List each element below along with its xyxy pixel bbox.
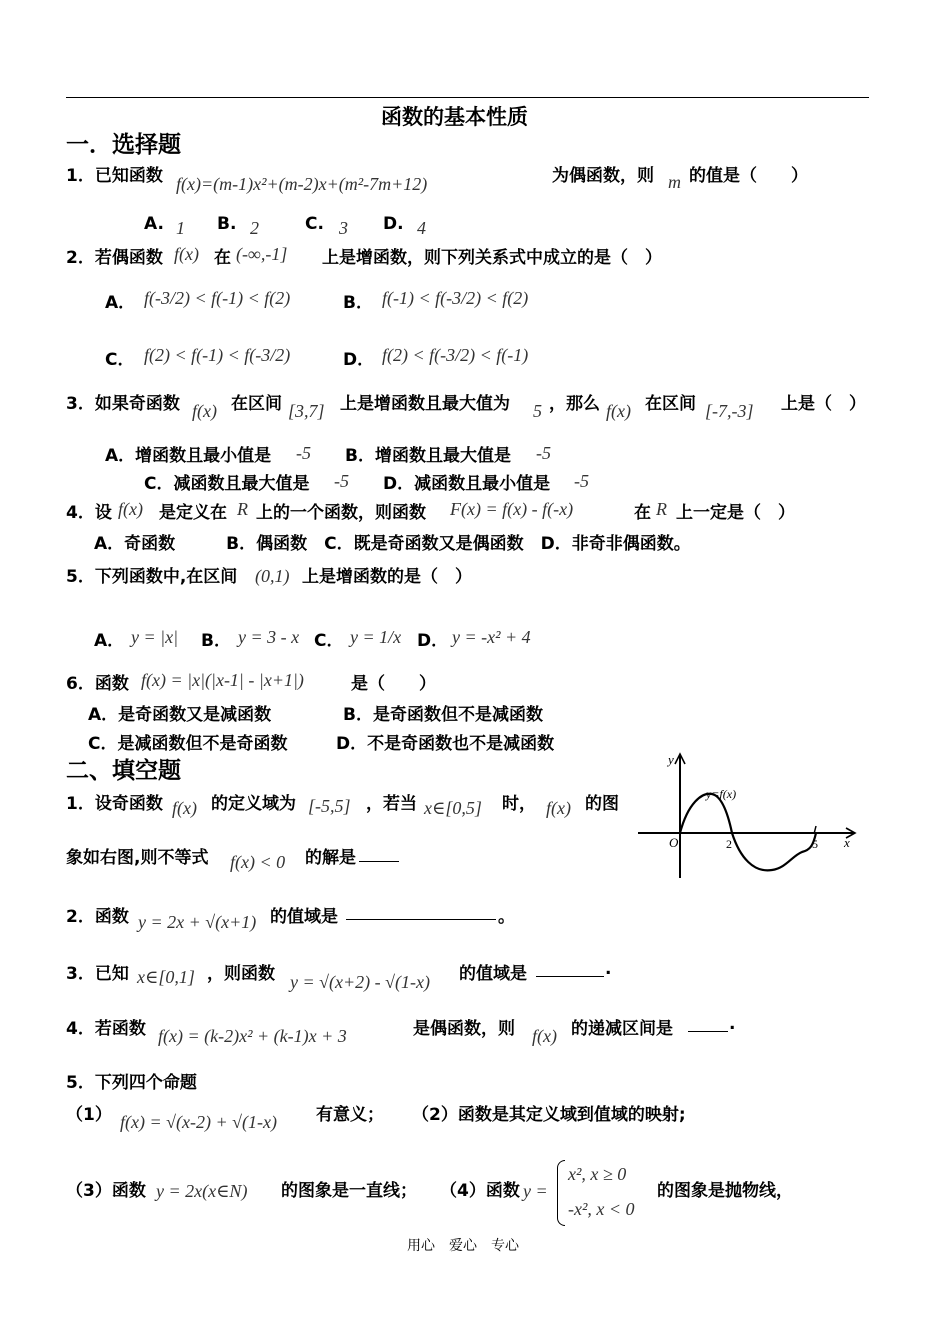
q5-tail: 上是增函数的是（ ） xyxy=(302,567,472,587)
q1-formula: f(x)=(m-1)x²+(m-2)x+(m²-7m+12) xyxy=(176,174,428,194)
graph-tick-2-label: 2 xyxy=(726,837,732,851)
q1-suffix: 为偶函数，则 xyxy=(552,166,654,186)
q3-opt-a-val: -5 xyxy=(296,443,311,463)
q4-mid2: 上的一个函数，则函数 xyxy=(256,503,426,523)
section-heading-fill: 二、填空题 xyxy=(66,758,181,784)
q3-max: 5 xyxy=(533,401,542,421)
q1-opt-d-label: D. xyxy=(383,214,404,234)
q1-opt-b-label: B. xyxy=(217,214,237,234)
q2-interval: (-∞,-1] xyxy=(236,244,288,264)
q5-opt-b-label: B． xyxy=(201,631,231,651)
f3-end: . xyxy=(605,959,612,979)
q2-opt-d: f(2) < f(-3/2) < f(-1) xyxy=(382,345,529,365)
f2-answer-blank[interactable] xyxy=(346,901,496,920)
q3-fx2: f(x) xyxy=(606,401,631,421)
q5-opt-b: y = 3 - x xyxy=(238,627,300,647)
f1-domain: [-5,5] xyxy=(308,796,351,816)
f1-line2-tail: 的解是 xyxy=(305,848,356,868)
f5-p4-row2: -x², x < 0 xyxy=(568,1199,635,1219)
q6-formula: f(x) = |x|(|x-1| - |x+1|) xyxy=(141,670,304,690)
q6-opt-c: C．是减函数但不是奇函数 xyxy=(88,734,288,754)
q3-opt-d-val: -5 xyxy=(574,471,589,491)
f1-graph xyxy=(636,748,858,880)
q1-opt-b: 2 xyxy=(250,218,259,238)
q2-opt-d-label: D． xyxy=(343,350,375,370)
q2-opt-c: f(2) < f(-1) < f(-3/2) xyxy=(144,345,291,365)
q5-stem: 5．下列函数中,在区间 xyxy=(66,567,238,587)
q6-opt-b: B．是奇函数但不是减函数 xyxy=(343,705,543,725)
page-title: 函数的基本性质 xyxy=(381,105,528,129)
q6-stem: 6．函数 xyxy=(66,674,129,694)
q3-mid4: 在区间 xyxy=(645,394,696,414)
q1-var: m xyxy=(668,172,681,192)
q1-opt-d: 4 xyxy=(417,218,426,238)
q1-opt-c-label: C. xyxy=(305,214,324,234)
graph-tick-5-label: 5 xyxy=(812,837,818,851)
q5-opt-d-label: D． xyxy=(417,631,449,651)
f4-stem: 4．若函数 xyxy=(66,1019,146,1039)
q4-r: R xyxy=(237,499,248,519)
q1-opt-a: 1 xyxy=(176,218,185,238)
q4-stem: 4．设 xyxy=(66,503,112,523)
f3-stem: 3．已知 xyxy=(66,964,129,984)
q4-tail: 上一定是（ ） xyxy=(676,503,795,523)
f1-answer-blank[interactable] xyxy=(359,843,399,862)
q3-opt-d: D．减函数且最小值是 xyxy=(383,474,551,494)
q3-stem: 3．如果奇函数 xyxy=(66,394,180,414)
q3-opt-c: C．减函数且最大值是 xyxy=(144,474,310,494)
f1-stem: 1．设奇函数 xyxy=(66,794,163,814)
q3-mid1: 在区间 xyxy=(231,394,282,414)
q4-F: F(x) = f(x) - f(-x) xyxy=(450,499,574,519)
f2-end: 。 xyxy=(498,907,515,927)
q3-opt-c-val: -5 xyxy=(334,471,349,491)
f1-mid2: ，若当 xyxy=(366,794,417,814)
f5-p1-tail: 有意义； xyxy=(316,1105,384,1125)
q3-tail: 上是（ ） xyxy=(781,394,866,414)
f4-end: . xyxy=(729,1014,736,1034)
f5-stem: 5．下列四个命题 xyxy=(66,1073,197,1093)
f3-formula: y = √(x+2) - √(1-x) xyxy=(290,972,430,992)
q5-opt-c: y = 1/x xyxy=(350,627,402,647)
q1-opt-a-label: A. xyxy=(144,214,164,234)
q3-mid3: ，那么 xyxy=(549,394,600,414)
f5-p4-label: （4）函数 xyxy=(440,1181,520,1201)
q3-opt-a: A．增函数且最小值是 xyxy=(105,446,272,466)
q5-opt-a-label: A． xyxy=(94,631,125,651)
f3-tail: 的值域是 xyxy=(459,964,527,984)
f1-fx2: f(x) xyxy=(546,798,571,818)
q1-stem: 1．已知函数 xyxy=(66,166,163,186)
q6-tail: 是（ ） xyxy=(351,674,436,694)
f1-fx: f(x) xyxy=(172,798,197,818)
q2-opt-b: f(-1) < f(-3/2) < f(2) xyxy=(382,288,529,308)
q4-options: A．奇函数 B．偶函数 C．既是奇函数又是偶函数 D．非奇非偶函数。 xyxy=(94,534,691,554)
f1-inequality: f(x) < 0 xyxy=(230,852,286,872)
f1-cond: x∈[0,5] xyxy=(424,798,482,818)
section-heading-choice: 一．选择题 xyxy=(66,132,181,158)
f2-stem: 2．函数 xyxy=(66,907,129,927)
q1-tail: 的值是（ ） xyxy=(689,166,808,186)
q2-opt-a-label: A． xyxy=(105,293,136,313)
q4-mid1: 是定义在 xyxy=(159,503,227,523)
q5-opt-a: y = |x| xyxy=(131,627,179,647)
f5-p4-brace xyxy=(557,1160,565,1226)
f4-fx: f(x) xyxy=(532,1026,557,1046)
q2-opt-a: f(-3/2) < f(-1) < f(2) xyxy=(144,288,291,308)
f3-mid: ，则函数 xyxy=(207,964,275,984)
f5-p1-label: （1） xyxy=(66,1105,112,1125)
f5-p3-label: （3）函数 xyxy=(66,1181,146,1201)
f1-tail: 的图 xyxy=(585,794,619,814)
q4-mid3: 在 xyxy=(634,503,651,523)
q3-opt-b-val: -5 xyxy=(536,443,551,463)
f5-p2: （2）函数是其定义域到值域的映射; xyxy=(412,1105,686,1125)
f5-p4-row1: x², x ≥ 0 xyxy=(568,1164,627,1184)
header-rule xyxy=(66,97,869,98)
q5-opt-c-label: C． xyxy=(314,631,344,651)
graph-y-label: y xyxy=(668,752,674,767)
f3-answer-blank[interactable] xyxy=(536,958,604,977)
f1-mid3: 时， xyxy=(502,794,536,814)
f5-p4-y: y = xyxy=(523,1181,548,1201)
graph-origin-label: O xyxy=(669,835,679,850)
page-footer: 用心 爱心 专心 xyxy=(407,1238,519,1254)
f5-p1-formula: f(x) = √(x-2) + √(1-x) xyxy=(120,1112,277,1132)
q2-tail: 上是增函数，则下列关系式中成立的是（ ） xyxy=(322,248,662,268)
q5-opt-d: y = -x² + 4 xyxy=(452,627,531,647)
q2-opt-c-label: C． xyxy=(105,350,135,370)
f5-p4-tail: 的图象是抛物线， xyxy=(657,1181,793,1201)
q3-mid2: 上是增函数且最大值为 xyxy=(340,394,510,414)
f4-formula: f(x) = (k-2)x² + (k-1)x + 3 xyxy=(158,1026,347,1046)
q3-fx: f(x) xyxy=(192,401,217,421)
f3-cond: x∈[0,1] xyxy=(137,967,195,987)
graph-curve-label: y=f(x) xyxy=(706,787,737,801)
q4-r2: R xyxy=(656,499,667,519)
q2-stem: 2．若偶函数 xyxy=(66,248,163,268)
f4-mid: 是偶函数，则 xyxy=(413,1019,515,1039)
q3-opt-b: B．增函数且最大值是 xyxy=(345,446,511,466)
q4-fx: f(x) xyxy=(118,499,143,519)
f5-p3-formula: y = 2x(x∈N) xyxy=(156,1181,248,1201)
q1-opt-c: 3 xyxy=(339,218,348,238)
f2-formula: y = 2x + √(x+1) xyxy=(138,912,257,932)
q5-interval: (0,1) xyxy=(255,566,290,586)
q3-interval2: [-7,-3] xyxy=(705,401,754,421)
q6-opt-d: D．不是奇函数也不是减函数 xyxy=(336,734,555,754)
q3-interval1: [3,7] xyxy=(288,401,325,421)
q2-fx: f(x) xyxy=(174,244,199,264)
f2-tail: 的值域是 xyxy=(270,907,338,927)
f4-answer-blank[interactable] xyxy=(688,1013,728,1032)
q2-opt-b-label: B． xyxy=(343,293,373,313)
f1-mid1: 的定义域为 xyxy=(211,794,296,814)
f1-line2: 象如右图,则不等式 xyxy=(66,848,209,868)
f4-tail: 的递减区间是 xyxy=(571,1019,673,1039)
graph-x-label: x xyxy=(844,835,850,850)
f5-p3-tail: 的图象是一直线； xyxy=(281,1181,417,1201)
q6-opt-a: A．是奇函数又是减函数 xyxy=(88,705,272,725)
q2-mid: 在 xyxy=(214,248,231,268)
